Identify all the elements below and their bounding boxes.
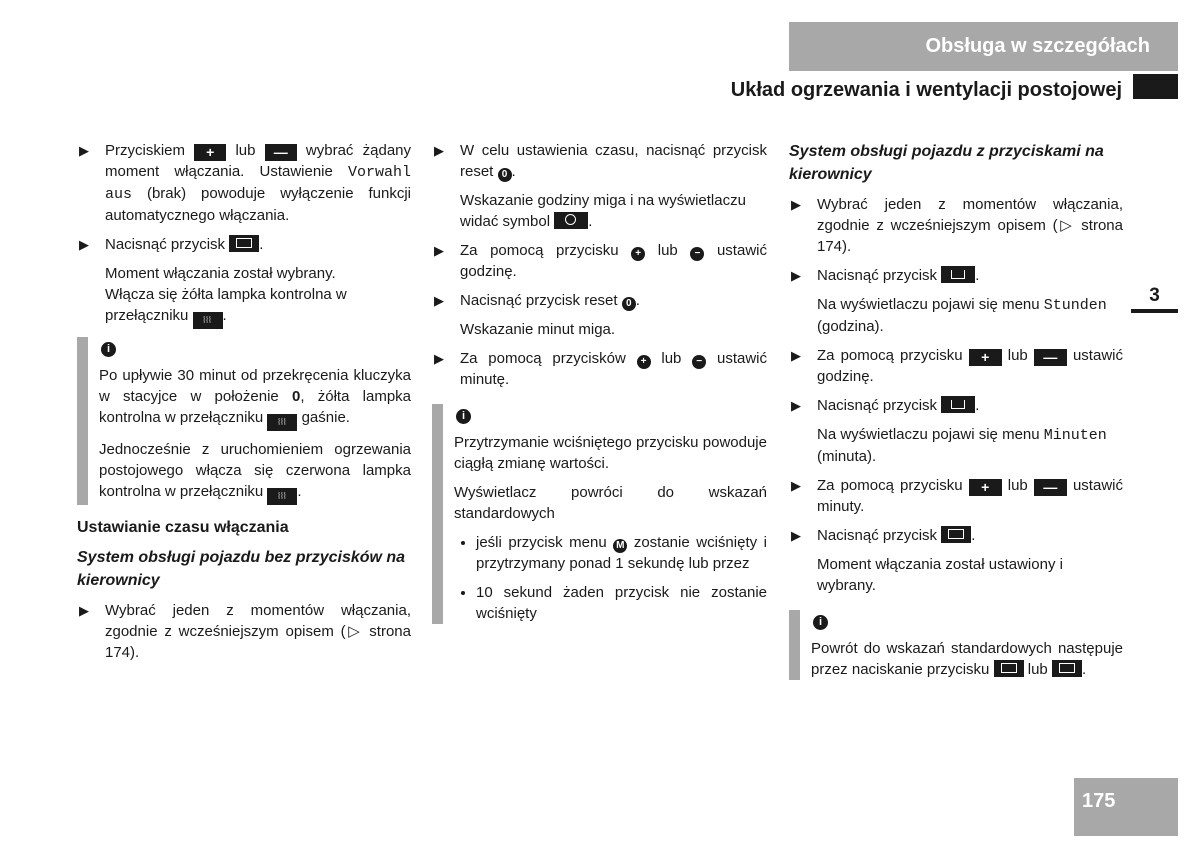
step-note: Moment włączania został wybrany. Włącza się żółta lampka kontrolna w przełączniku ⦚⦚⦚ . <box>77 263 411 329</box>
info-box: i Przytrzymanie wciśniętego przycisku powoduje ciągłą zmianę wartości. Wyświetlacz powróci do wskazań standardowych • jeśli przycisk menu M zostanie wciśnięty i przytrzymany ponad 1 sekundę lub przez • 10 sekund żaden przycisk nie zostanie wciśnięty <box>432 404 767 624</box>
step-note: Moment włączania został ustawiony i wybrany. <box>817 556 1063 594</box>
step-set-minute: ▶ Za pomocą przycisków + lub − ustawić minutę. <box>434 350 768 388</box>
step-select-moment: ▶ Przyciskiem + lub — wybrać żądany moment włączania. Ustawienie Vorwahl aus (brak) powoduje wyłączenie funkcji automatycznego włączania. <box>79 142 412 224</box>
menu-button-icon: M <box>613 539 627 553</box>
info-icon: i <box>456 409 471 424</box>
minus-circle-icon: − <box>690 247 704 261</box>
header-bar <box>1133 74 1178 99</box>
step-set-minute: ▶ Za pomocą przycisku + lub — ustawić minuty. <box>791 477 1123 515</box>
section-header: Obsługa w szczegółach <box>789 22 1178 71</box>
section-heading: Ustawianie czasu włączania <box>77 519 289 536</box>
step-note: Na wyświetlaczu pojawi się menu Stunden (godzina). <box>817 296 1107 335</box>
info-icon: i <box>101 342 116 357</box>
step-note: Wskazanie minut miga. <box>460 321 616 338</box>
step-note: Na wyświetlaczu pojawi się menu Minuten (minuta). <box>817 426 1107 465</box>
step-set-hour: ▶ Za pomocą przycisku + lub — ustawić godzinę. <box>791 347 1123 385</box>
step-arrow-icon: ▶ <box>791 398 801 413</box>
step-press-up-2: ▶ Nacisnąć przycisk . <box>791 397 980 414</box>
minus-circle-icon: − <box>692 355 706 369</box>
plus-key-icon: + <box>969 479 1002 496</box>
step-reset: ▶ W celu ustawienia czasu, nacisnąć przycisk reset 0 . <box>434 142 767 180</box>
plus-key-icon: + <box>194 144 226 161</box>
info-box: i Powrót do wskazań standardowych następuje przez naciskanie przycisku lub . <box>789 610 1123 680</box>
info-box: i Po upływie 30 minut od przekręcenia kluczyka w stacyjce w położenie 0, żółta lampka kontrolna w przełączniku ⦚⦚⦚ gaśnie. Jednocześnie z uruchomieniem ogrzewania postojowego włącza się czerwona lampka kontrolna w przełączniku ⦚⦚⦚ . <box>77 337 411 505</box>
list-item: • jeśli przycisk menu M zostanie wciśnięty i przytrzymany ponad 1 sekundę lub przez <box>476 532 767 574</box>
page-subtitle: Układ ogrzewania i wentylacji postojowej <box>730 79 1122 101</box>
display-key-icon <box>994 660 1024 677</box>
chapter-tab-line <box>1131 309 1178 313</box>
display-key-icon <box>229 235 259 252</box>
reference-arrow-icon: ▷ <box>1057 217 1075 234</box>
heater-switch-icon: ⦚⦚⦚ <box>193 312 223 329</box>
clock-symbol-icon <box>554 212 588 229</box>
up-key-icon <box>941 396 975 413</box>
list-item: • 10 sekund żaden przycisk nie zostanie wciśnięty <box>476 582 767 624</box>
step-arrow-icon: ▶ <box>434 243 444 258</box>
display-alt-key-icon <box>1052 660 1082 677</box>
step-arrow-icon: ▶ <box>791 478 801 493</box>
step-select-moment: ▶ Wybrać jeden z momentów włączania, zgodnie z wcześniejszym opisem (▷ strona 174). <box>791 196 1123 255</box>
step-arrow-icon: ▶ <box>79 603 89 618</box>
plus-key-icon: + <box>969 349 1002 366</box>
heater-switch-icon: ⦚⦚⦚ <box>267 488 297 505</box>
step-arrow-icon: ▶ <box>79 143 89 158</box>
step-arrow-icon: ▶ <box>791 268 801 283</box>
step-arrow-icon: ▶ <box>791 528 801 543</box>
step-press-display: ▶ Nacisnąć przycisk . <box>791 527 976 544</box>
chapter-tab: 3 <box>1149 285 1160 306</box>
step-arrow-icon: ▶ <box>79 237 89 252</box>
step-press-up: ▶ Nacisnąć przycisk . <box>791 267 980 284</box>
step-set-hour: ▶ Za pomocą przycisku + lub − ustawić godzinę. <box>434 242 767 280</box>
reference-arrow-icon: ▷ <box>345 623 363 640</box>
heater-switch-icon: ⦚⦚⦚ <box>267 414 297 431</box>
step-arrow-icon: ▶ <box>434 293 444 308</box>
column-2 <box>432 140 767 634</box>
page-number: 175 <box>1074 778 1178 836</box>
column-1 <box>77 140 411 671</box>
step-arrow-icon: ▶ <box>791 197 801 212</box>
step-reset-2: ▶ Nacisnąć przycisk reset 0 . <box>434 292 640 309</box>
minus-key-icon: — <box>265 144 297 161</box>
step-arrow-icon: ▶ <box>434 351 444 366</box>
up-key-icon <box>941 266 975 283</box>
plus-circle-icon: + <box>631 247 645 261</box>
display-key-icon <box>941 526 971 543</box>
minus-key-icon: — <box>1034 479 1067 496</box>
column-3 <box>789 140 1123 690</box>
subsection-heading: System obsługi pojazdu bez przycisków na kierownicy <box>77 549 406 589</box>
reset-button-icon: 0 <box>622 297 636 311</box>
subsection-heading: System obsługi pojazdu z przyciskami na kierownicy <box>789 143 1104 183</box>
minus-key-icon: — <box>1034 349 1067 366</box>
setting-value: Vorwahl aus <box>105 164 412 203</box>
step-select-moment-2: ▶ Wybrać jeden z momentów włączania, zgodnie z wcześniejszym opisem (▷ strona 174). <box>79 602 411 661</box>
step-arrow-icon: ▶ <box>434 143 444 158</box>
plus-circle-icon: + <box>637 355 651 369</box>
step-arrow-icon: ▶ <box>791 348 801 363</box>
step-note: Wskazanie godziny miga i na wyświetlaczu widać symbol . <box>460 192 746 230</box>
step-press-button: ▶ Nacisnąć przycisk . <box>79 236 264 253</box>
info-icon: i <box>813 615 828 630</box>
reset-button-icon: 0 <box>498 168 512 182</box>
